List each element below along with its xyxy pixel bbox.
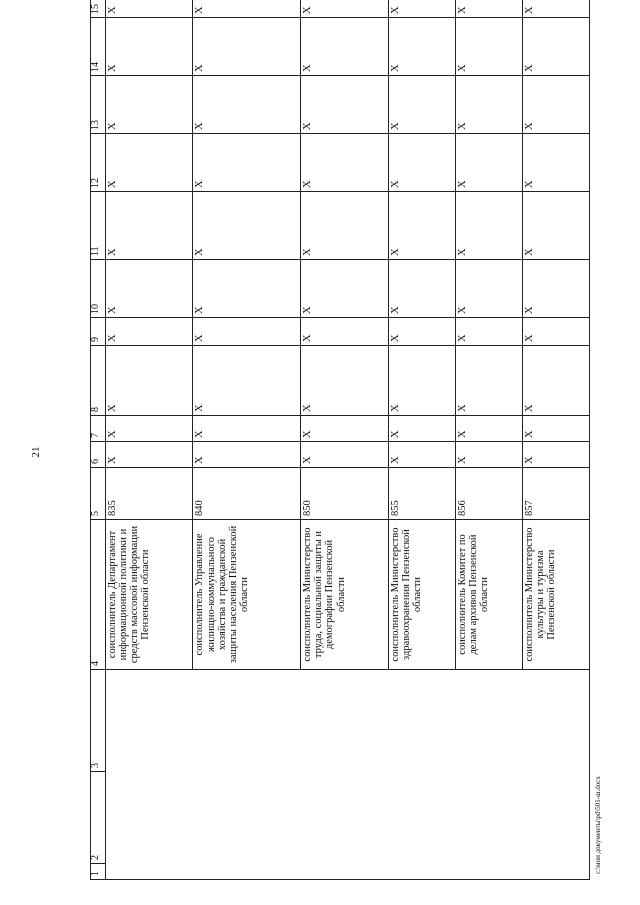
cell-mark: X bbox=[522, 0, 589, 18]
cell-description: соисполнитель Управление жилищно-коммунального хозяйства и гражданской защиты населения Пензенской области bbox=[193, 520, 301, 670]
cell-mark: X bbox=[301, 318, 388, 346]
column-number-10: 10 bbox=[91, 260, 106, 318]
cell-description: соисполнитель Комитет по делам архивов Пензенской области bbox=[455, 520, 522, 670]
cell-mark: X bbox=[455, 318, 522, 346]
cell-code: 855 bbox=[388, 468, 455, 520]
cell-mark: X bbox=[301, 76, 388, 134]
cell-mark: X bbox=[301, 260, 388, 318]
cell-mark: X bbox=[388, 260, 455, 318]
column-number-5: 5 bbox=[91, 468, 106, 520]
column-number-9: 9 bbox=[91, 318, 106, 346]
column-number-11: 11 bbox=[91, 192, 106, 260]
cell-description: соисполнитель Министерство здравоохранения Пензенской области bbox=[388, 520, 455, 670]
cell-mark: X bbox=[193, 0, 301, 18]
cell-mark: X bbox=[106, 18, 193, 76]
column-number-15: 15 bbox=[91, 0, 106, 18]
cell-mark: X bbox=[388, 0, 455, 18]
cell-mark: X bbox=[522, 18, 589, 76]
cell-code: 840 bbox=[193, 468, 301, 520]
column-number-8: 8 bbox=[91, 346, 106, 416]
cell-mark: X bbox=[301, 134, 388, 192]
cell-mark: X bbox=[193, 134, 301, 192]
cell-mark: X bbox=[193, 18, 301, 76]
column-number-6: 6 bbox=[91, 442, 106, 468]
cell-mark: X bbox=[455, 18, 522, 76]
cell-description: соисполнитель Министерство культуры и туризма Пензенской области bbox=[522, 520, 589, 670]
cell-mark: X bbox=[106, 442, 193, 468]
cell-mark: X bbox=[388, 192, 455, 260]
cell-mark: X bbox=[193, 442, 301, 468]
column-number-14: 14 bbox=[91, 18, 106, 76]
cell-mark: X bbox=[522, 346, 589, 416]
cell-mark: X bbox=[301, 0, 388, 18]
cell-mark: X bbox=[106, 318, 193, 346]
cell-mark: X bbox=[455, 0, 522, 18]
column-number-13: 13 bbox=[91, 76, 106, 134]
cell-mark: X bbox=[193, 318, 301, 346]
cell-mark: X bbox=[455, 76, 522, 134]
column-number-12: 12 bbox=[91, 134, 106, 192]
cell-mark: X bbox=[301, 416, 388, 442]
cell-mark: X bbox=[301, 442, 388, 468]
cell-code: 850 bbox=[301, 468, 388, 520]
cell-mark: X bbox=[388, 18, 455, 76]
cell-mark: X bbox=[388, 318, 455, 346]
cell-mark: X bbox=[106, 0, 193, 18]
cell-mark: X bbox=[522, 260, 589, 318]
cell-mark: X bbox=[106, 192, 193, 260]
cell-mark: X bbox=[388, 76, 455, 134]
cell-mark: X bbox=[193, 192, 301, 260]
cell-mark: X bbox=[388, 416, 455, 442]
cell-mark: X bbox=[106, 76, 193, 134]
column-number-7: 7 bbox=[91, 416, 106, 442]
column-number-3: 3 bbox=[91, 670, 106, 772]
cell-mark: X bbox=[193, 346, 301, 416]
cell-mark: X bbox=[388, 134, 455, 192]
rotated-table-wrapper bbox=[90, 4, 590, 880]
cell-code: 856 bbox=[455, 468, 522, 520]
cell-mark: X bbox=[455, 260, 522, 318]
cell-mark: X bbox=[193, 260, 301, 318]
cell-mark: X bbox=[455, 416, 522, 442]
cell-mark: X bbox=[522, 76, 589, 134]
cell-mark: X bbox=[301, 346, 388, 416]
cell-mark: X bbox=[522, 134, 589, 192]
cell-mark: X bbox=[106, 260, 193, 318]
cell-description: соисполнитель Министерство труда, социальной защиты и демографии Пензенской области bbox=[301, 520, 388, 670]
cell-mark: X bbox=[301, 192, 388, 260]
cell-mark: X bbox=[455, 192, 522, 260]
cell-mark: X bbox=[193, 76, 301, 134]
cell-mark: X bbox=[106, 346, 193, 416]
page-number: 21 bbox=[30, 446, 42, 458]
footer-file-path: c:\мои документы\рd\501-ш.docx bbox=[594, 776, 602, 874]
table-frame bbox=[90, 4, 590, 880]
cell-mark: X bbox=[522, 416, 589, 442]
cell-code: 857 bbox=[522, 468, 589, 520]
column-number-2: 2 bbox=[91, 772, 106, 864]
column-number-1: 1 bbox=[91, 864, 106, 880]
cell-mark: X bbox=[455, 442, 522, 468]
merged-cell-columns-1-3 bbox=[106, 670, 590, 880]
cell-code: 835 bbox=[106, 468, 193, 520]
cell-mark: X bbox=[522, 442, 589, 468]
cell-mark: X bbox=[301, 18, 388, 76]
cell-mark: X bbox=[193, 416, 301, 442]
data-table bbox=[90, 0, 590, 880]
column-number-4: 4 bbox=[91, 520, 106, 670]
column-number-row bbox=[91, 0, 106, 880]
cell-mark: X bbox=[522, 192, 589, 260]
cell-mark: X bbox=[388, 346, 455, 416]
cell-description: соисполнитель Департамент информационной политики и средств массовой информации Пензенской области bbox=[106, 520, 193, 670]
cell-mark: X bbox=[455, 134, 522, 192]
table-row bbox=[106, 0, 193, 880]
cell-mark: X bbox=[106, 134, 193, 192]
cell-mark: X bbox=[388, 442, 455, 468]
cell-mark: X bbox=[455, 346, 522, 416]
cell-mark: X bbox=[106, 416, 193, 442]
cell-mark: X bbox=[522, 318, 589, 346]
